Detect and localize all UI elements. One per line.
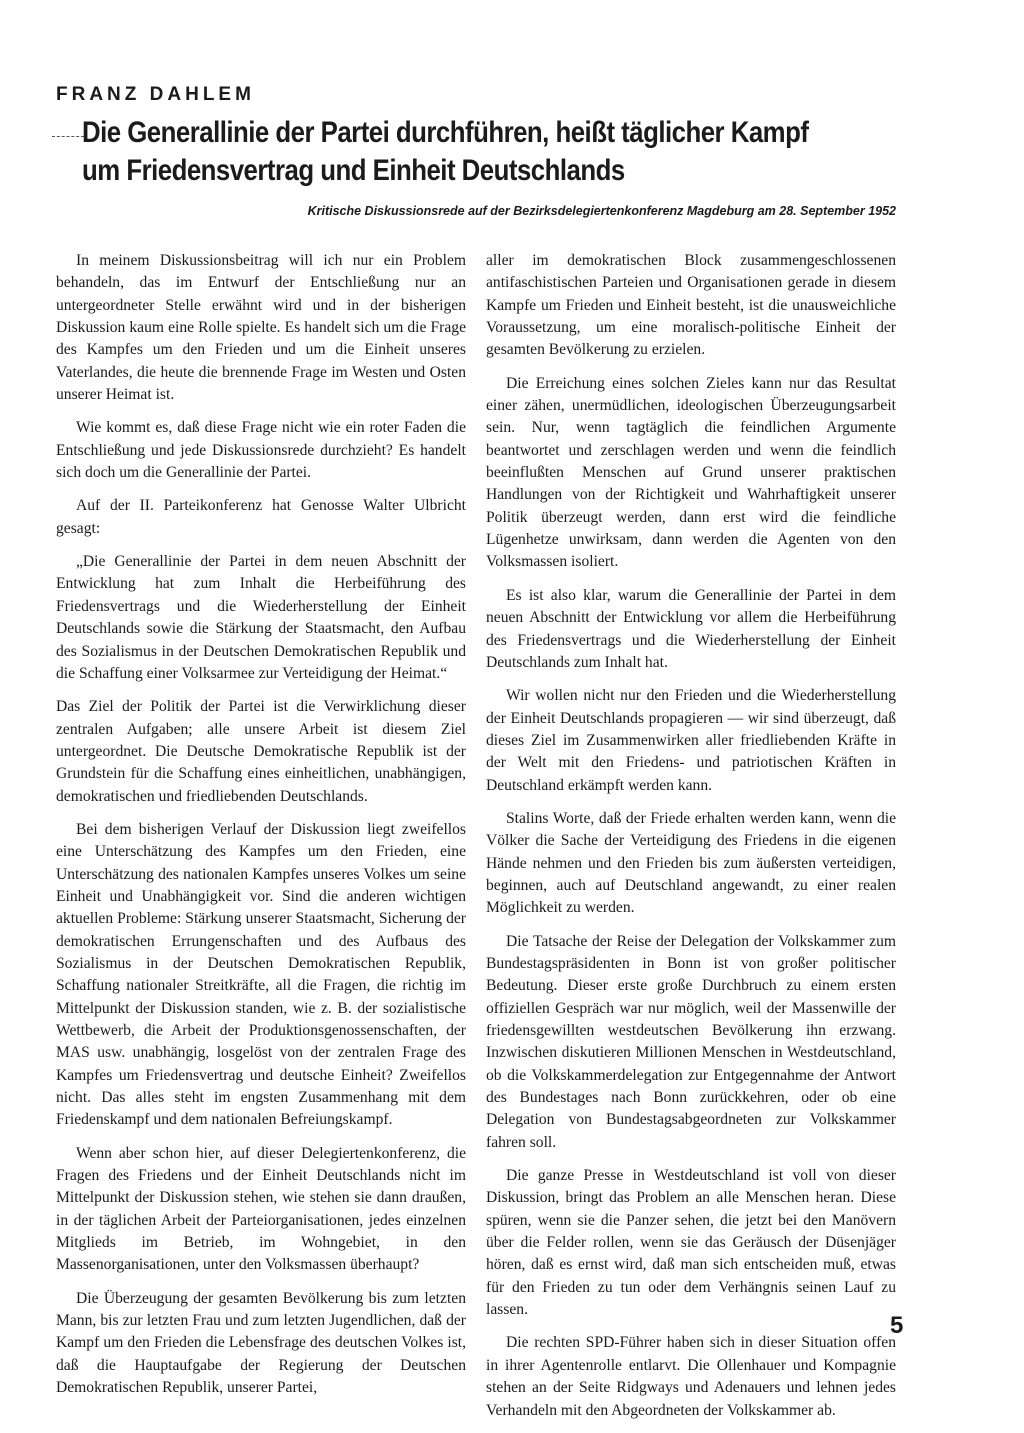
quote-paragraph: „Die Generallinie der Partei in dem neuen Abschnitt der Entwicklung hat zum Inhalt die Herbeiführung des Friedensvertrags und die Wiederherstellung der Einheit Deutschlands sowie die Stärkung der Staatsmacht, den Aufbau des Sozialismus in der Deutschen Demokratischen Republik und die Schaffung einer Volksarmee zur Verteidigung der Heimat.“ [56, 553, 466, 682]
paragraph: Die Tatsache der Reise der Delegation der Volkskammer zum Bundestagspräsidenten in Bonn ist von großer politischer Bedeutung. Dieser erste große Durchbruch zu einem ersten offiziellen Gespräch war nur möglich, weil der Massenwille der friedensgewillten westdeutschen Bevölkerung ihn erzwang. Inzwischen diskutieren Millionen Menschen in Westdeutschland, ob die Volkskammerdelegation zur Entgegennahme der Antwort des Bundestages nach Bonn zurückkehren, oder ob eine Delegation von Bundestagsabgeordneten zur Volkskammer fahren soll. [486, 932, 896, 1151]
left-column [56, 250, 466, 1411]
title-dash-rule [52, 136, 84, 137]
paragraph: Die Erreichung eines solchen Zieles kann nur das Resultat einer zähen, unermüdlichen, ideologischen Überzeugungsarbeit sein. Nur, wenn tagtäglich die feindlichen Argumente beantwortet und zerschlagen werden und wenn die feindlich beeinflußten Menschen auf Grund unserer praktischen Handlungen von der Richtigkeit und Wahrhaftigkeit unserer Politik überzeugt werden, dann erst wird die feindliche Lügenhetze unwirksam, dann werden die Agenten von den Volksmassen isoliert. [486, 374, 896, 571]
paragraph: Das Ziel der Politik der Partei ist die Verwirklichung dieser zentralen Aufgaben; alle unsere Arbeit ist diesem Ziel untergeordnet. Die Deutsche Demokratische Republik ist der Grundstein für die Schaffung eines einheitlichen, unabhängigen, demokratischen und friedliebenden Deutschlands. [56, 698, 466, 805]
paragraph: Stalins Worte, daß der Friede erhalten werden kann, wenn die Völker die Sache der Verteidigung des Friedens in die eigenen Hände nehmen und den Frieden bis zum äußersten verteidigen, beginnen, auch auf Deutschland angewandt, zu einer realen Möglichkeit zu werden. [486, 809, 896, 917]
article-subtitle: Kritische Diskussionsrede auf der Bezirksdelegiertenkonferenz Magdeburg am 28. September 1952 [307, 204, 896, 218]
paragraph: Wenn aber schon hier, auf dieser Delegiertenkonferenz, die Fragen des Friedens und der Einheit Deutschlands nicht im Mittelpunkt der Diskussion stehen, wie stehen sie dann draußen, in der täglichen Arbeit der Parteiorganisationen, jedes einzelnen Mitglieds im Betrieb, im Wohngebiet, in den Massenorganisationen, unter den Volksmassen überhaupt? [56, 1144, 466, 1274]
article-title [82, 114, 839, 190]
paragraph: Wie kommt es, daß diese Frage nicht wie ein roter Faden die Entschließung und jede Diskussionsrede durchzieht? Es handelt sich doch um die Generallinie der Partei. [56, 419, 466, 482]
author-name: FRANZ DAHLEM [56, 84, 255, 105]
paragraph: Die Überzeugung der gesamten Bevölkerung bis zum letzten Mann, bis zur letzten Frau und zum letzten Jugendlichen, daß der Kampf um den Frieden die Lebensfrage des deutschen Volkes ist, daß die Hauptaufgabe der Regierung der Deutschen Demokratischen Republik, unserer Partei, [56, 1289, 466, 1397]
paragraph: In meinem Diskussionsbeitrag will ich nur ein Problem behandeln, das im Entwurf der Entschließung nur an untergeordneter Stelle erwähnt wird und in der bisherigen Diskussion kaum eine Rolle spielte. Es handelt sich um die Frage des Kampfes um den Frieden und um die Einheit unseres Vaterlandes, die heute die brennende Frage im Westen und Osten unserer Heimat ist. [56, 252, 466, 404]
right-column [486, 250, 896, 1433]
title-line: Die Generallinie der Partei durchführen, heißt täglicher Kampf [82, 116, 809, 149]
title-line: um Friedensvertrag und Einheit Deutschlands [82, 154, 625, 187]
paragraph: aller im demokratischen Block zusammengeschlossenen antifaschistischen Parteien und Organisationen gerade in diesem Kampfe um Frieden und Einheit besteht, ist die unausweichliche Voraussetzung, um eine moralisch-politische Einheit der gesamten Bevölkerung zu erzielen. [486, 252, 896, 359]
page-number: 5 [890, 1312, 904, 1339]
paragraph: Auf der II. Parteikonferenz hat Genosse Walter Ulbricht gesagt: [56, 497, 466, 537]
paragraph: Die rechten SPD-Führer haben sich in dieser Situation offen in ihrer Agentenrolle entlarvt. Die Ollenhauer und Kompagnie stehen an der Seite Ridgways und Adenauers und lehnen jedes Verhandeln mit den Abgeordneten der Volkskammer ab. [486, 1334, 896, 1419]
paragraph: Bei dem bisherigen Verlauf der Diskussion liegt zweifellos eine Unterschätzung des Kampfes um den Frieden, eine Unterschätzung des nationalen Kampfes unseres Volkes um seine Einheit und Unabhängigkeit vor. Sind die anderen wichtigen aktuellen Probleme: Stärkung unserer Staatsmacht, Sicherung der demokratischen Errungenschaften und des Aufbaus des Sozialismus in der Deutschen Demokratischen Republik, Schaffung nationaler Streitkräfte, all die Fragen, die richtig im Mittelpunkt der Diskussion standen, wie z. B. der sozialistische Wettbewerb, die Arbeit der Produktionsgenossenschaften, der MAS usw. unabhängig, losgelöst von der zentralen Frage des Kampfes um Friedensvertrag und deutsche Einheit? Zweifellos nicht. Das alles steht im engsten Zusammenhang mit dem Friedenskampf und dem nationalen Befreiungskampf. [56, 820, 466, 1129]
paragraph: Die ganze Presse in Westdeutschland ist voll von dieser Diskussion, bringt das Problem an alle Menschen heran. Diese spüren, wenn sie die Panzer sehen, die jetzt bei den Manövern über die Felder rollen, wenn sie das Geräusch der Düsenjäger hören, daß es ernst wird, daß man sich entscheiden muß, etwas für den Frieden zu tun oder dem Verhängnis seinen Lauf zu lassen. [486, 1167, 896, 1319]
paragraph: Es ist also klar, warum die Generallinie der Partei in dem neuen Abschnitt der Entwicklung vor allem die Herbeiführung des Friedensvertrags und die Wiederherstellung der Einheit Deutschlands zum Inhalt hat. [486, 586, 896, 671]
paragraph: Wir wollen nicht nur den Frieden und die Wiederherstellung der Einheit Deutschlands propagieren — wir sind überzeugt, daß dieses Ziel im Zusammenwirken aller friedliebenden Kräfte in der Welt mit den Friedens- und patriotischen Kräften in Deutschland erkämpft werden kann. [486, 687, 896, 794]
